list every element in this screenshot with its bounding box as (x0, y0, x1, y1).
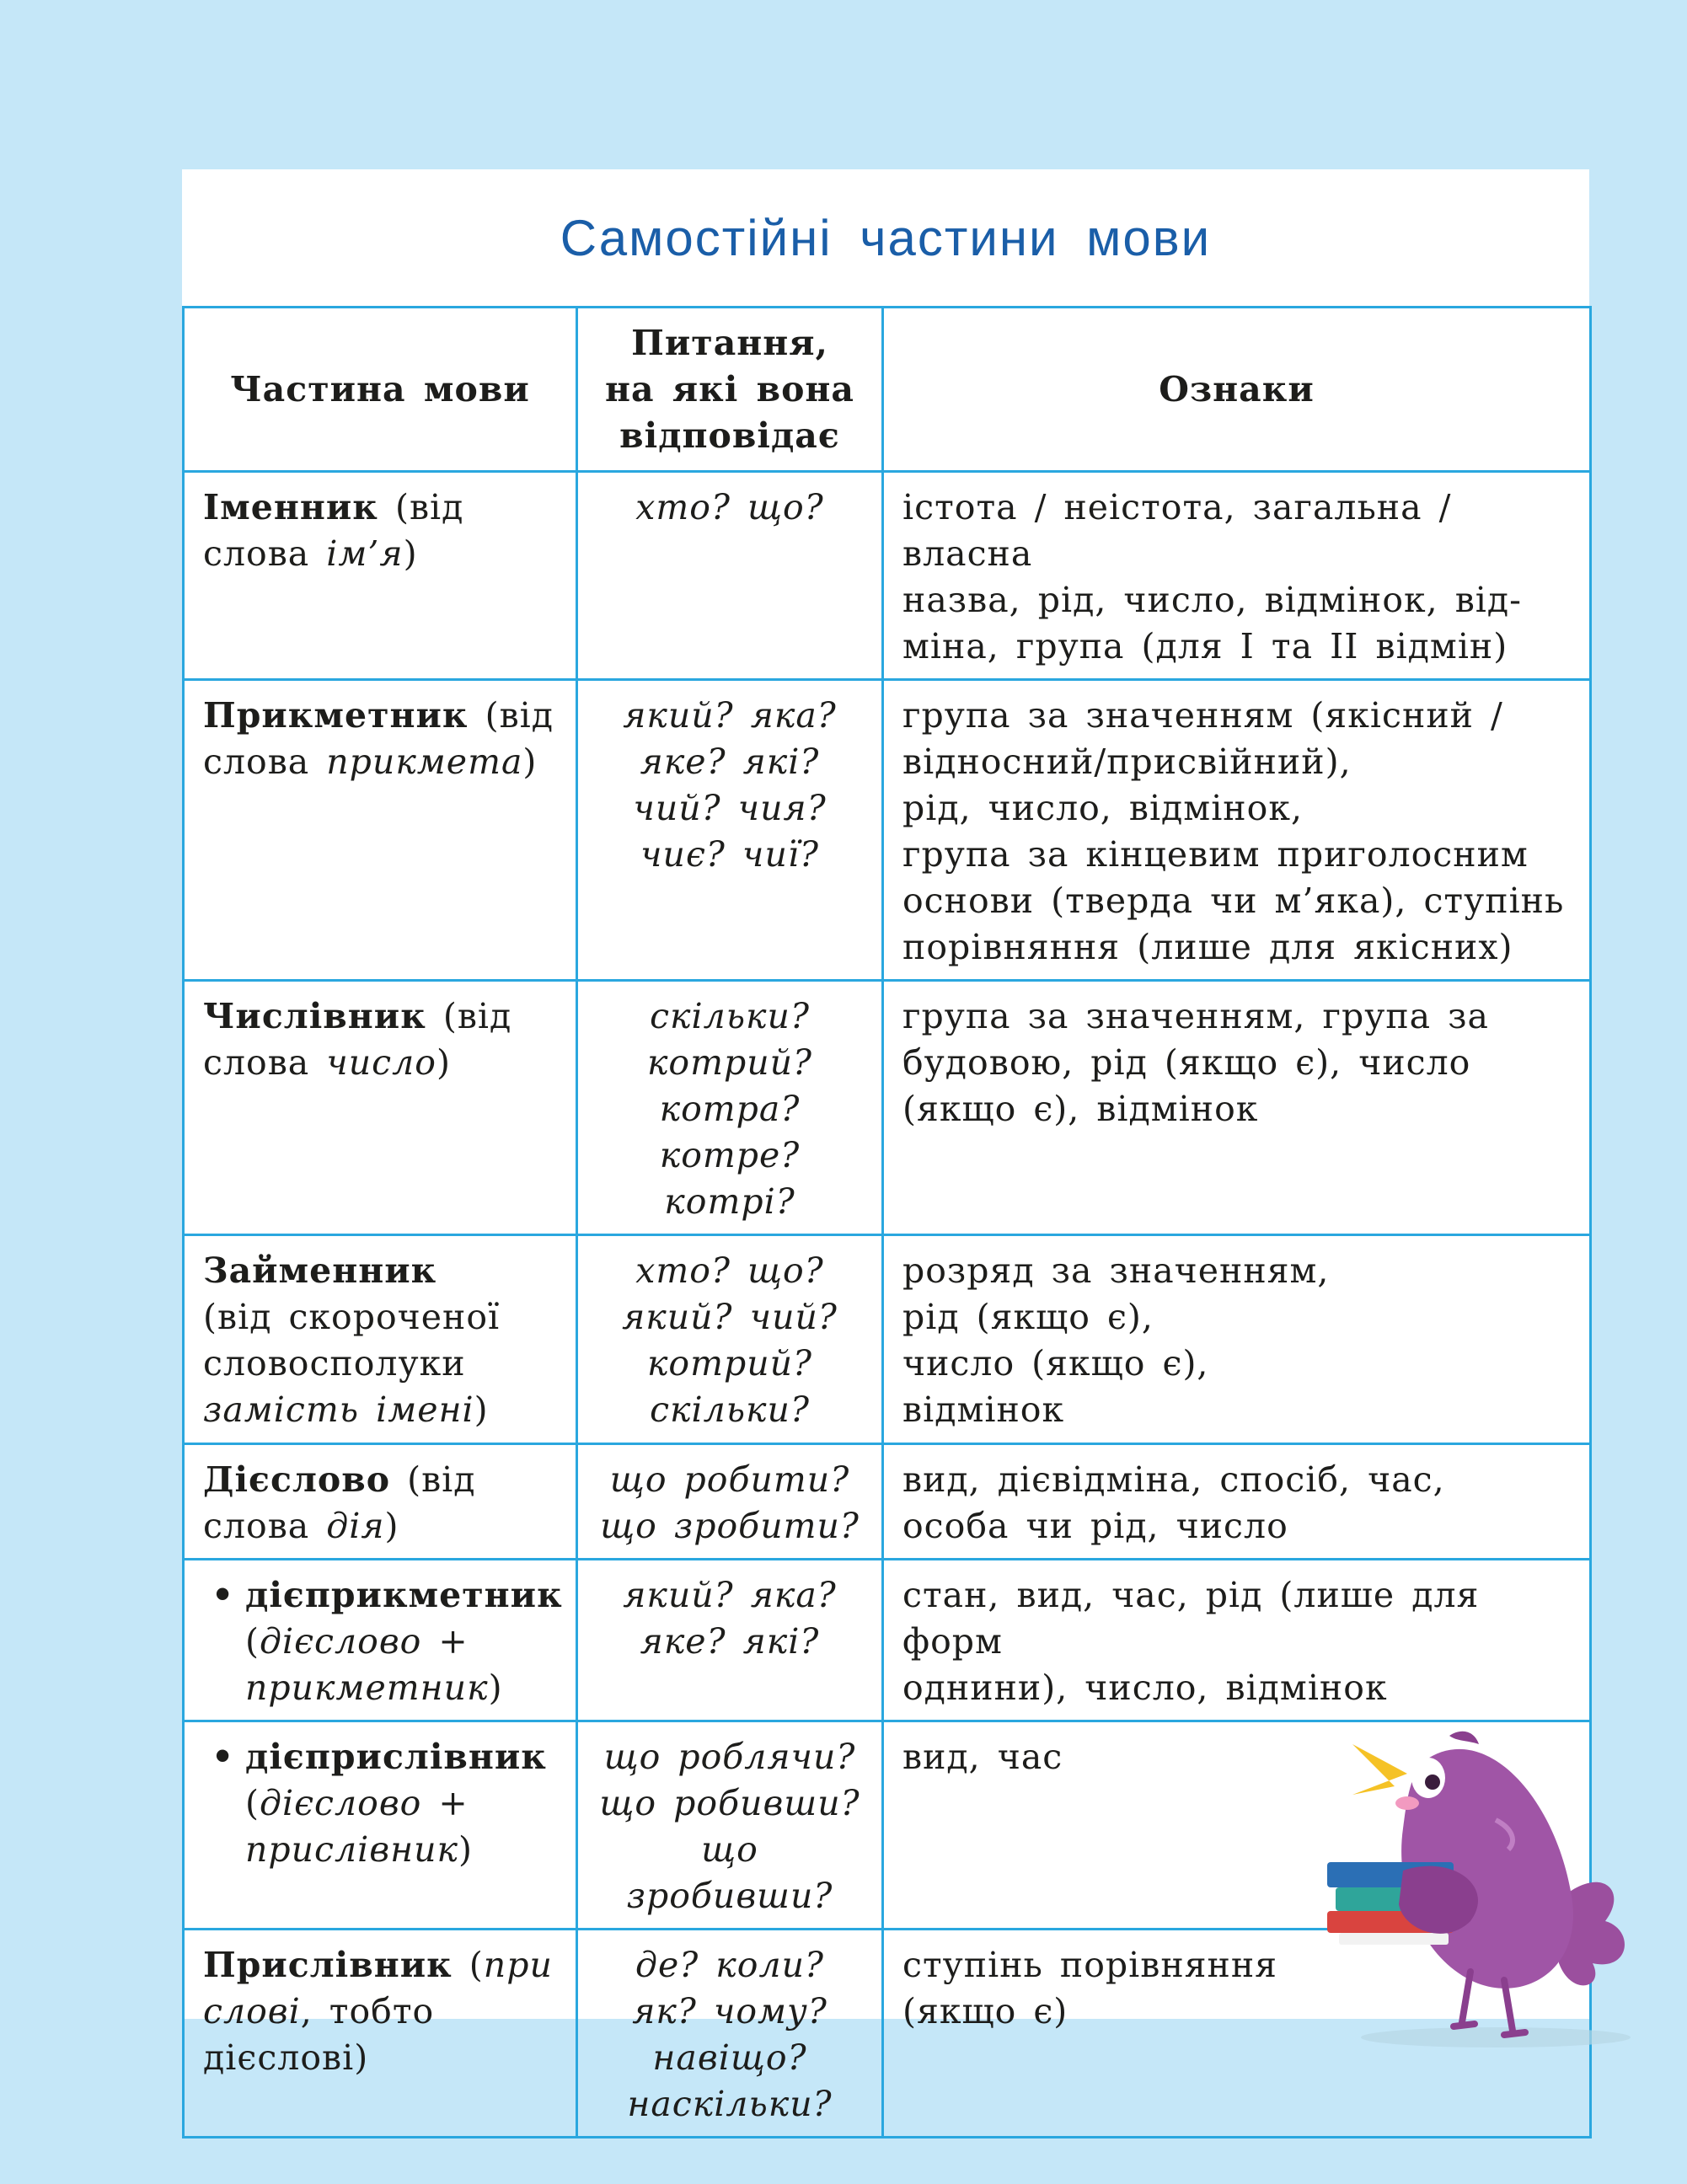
questions-cell: хто? що? який? чий? котрий? скільки? (577, 1235, 883, 1444)
header-part-of-speech: Частина мови (184, 308, 577, 472)
bullet-icon: • (212, 1737, 235, 1777)
table-row (184, 1444, 1591, 1560)
questions-cell: де? коли? як? чому? навіщо? наскільки? (577, 1930, 883, 2138)
header-features: Ознаки (883, 308, 1591, 472)
questions-cell: скільки? котрий? котра? котре? котрі? (577, 981, 883, 1235)
header-questions: Питання, на які вона відповідає (577, 308, 883, 472)
features-cell: ступінь порівняння (якщо є) (883, 1930, 1591, 2138)
page-title: Самостійні частини мови (560, 209, 1212, 266)
header-row (184, 308, 1591, 472)
table-row (184, 981, 1591, 1235)
features-cell: група за значенням (якісний / відносний/присвійний), рід, число, відмінок, група за кінцевим приголосним основи (тверда чи м’яка), ступінь порівняння (лише для якісних) (883, 680, 1591, 981)
questions-cell: який? яка? яке? які? чий? чия? чиє? чиї? (577, 680, 883, 981)
features-cell: розряд за значенням, рід (якщо є), число (якщо є), відмінок (883, 1235, 1591, 1444)
part-name: Займенник (від скороченої словосполуки замість імені) (184, 1235, 577, 1444)
part-name: Прислівник (при слові, тобто дієслові) (184, 1930, 577, 2138)
table-row (184, 472, 1591, 680)
features-cell: стан, вид, час, рід (лише для форм однини), число, відмінок (883, 1560, 1591, 1721)
bullet-icon: • (212, 1575, 235, 1615)
table-row (184, 1235, 1591, 1444)
table-row (184, 680, 1591, 981)
part-name: • дієприкметник (дієслово + прикметник) (184, 1560, 577, 1721)
features-cell: істота / неістота, загальна /власна назва, рід, число, відмінок, від- міна, група (для І та ІІ відмін) (883, 472, 1591, 680)
features-cell: група за значенням, група за будовою, рід (якщо є), число (якщо є), відмінок (883, 981, 1591, 1235)
part-name: Прикметник (від слова прикмета) (184, 680, 577, 981)
questions-cell: який? яка? яке? які? (577, 1560, 883, 1721)
questions-cell: хто? що? (577, 472, 883, 680)
part-name: Іменник (від слова ім’я) (184, 472, 577, 680)
questions-cell: що робити? що зробити? (577, 1444, 883, 1560)
features-cell: вид, дієвідміна, спосіб, час, особа чи рід, число (883, 1444, 1591, 1560)
features-cell: вид, час (883, 1721, 1591, 1930)
part-name: • дієприслівник (дієслово + прислівник) (184, 1721, 577, 1930)
part-name: Числівник (від слова число) (184, 981, 577, 1235)
questions-cell: що роблячи? що робивши? що зробивши? (577, 1721, 883, 1930)
bird-with-books-icon (1302, 1694, 1639, 2056)
part-name: Дієслово (від слова дія) (184, 1444, 577, 1560)
